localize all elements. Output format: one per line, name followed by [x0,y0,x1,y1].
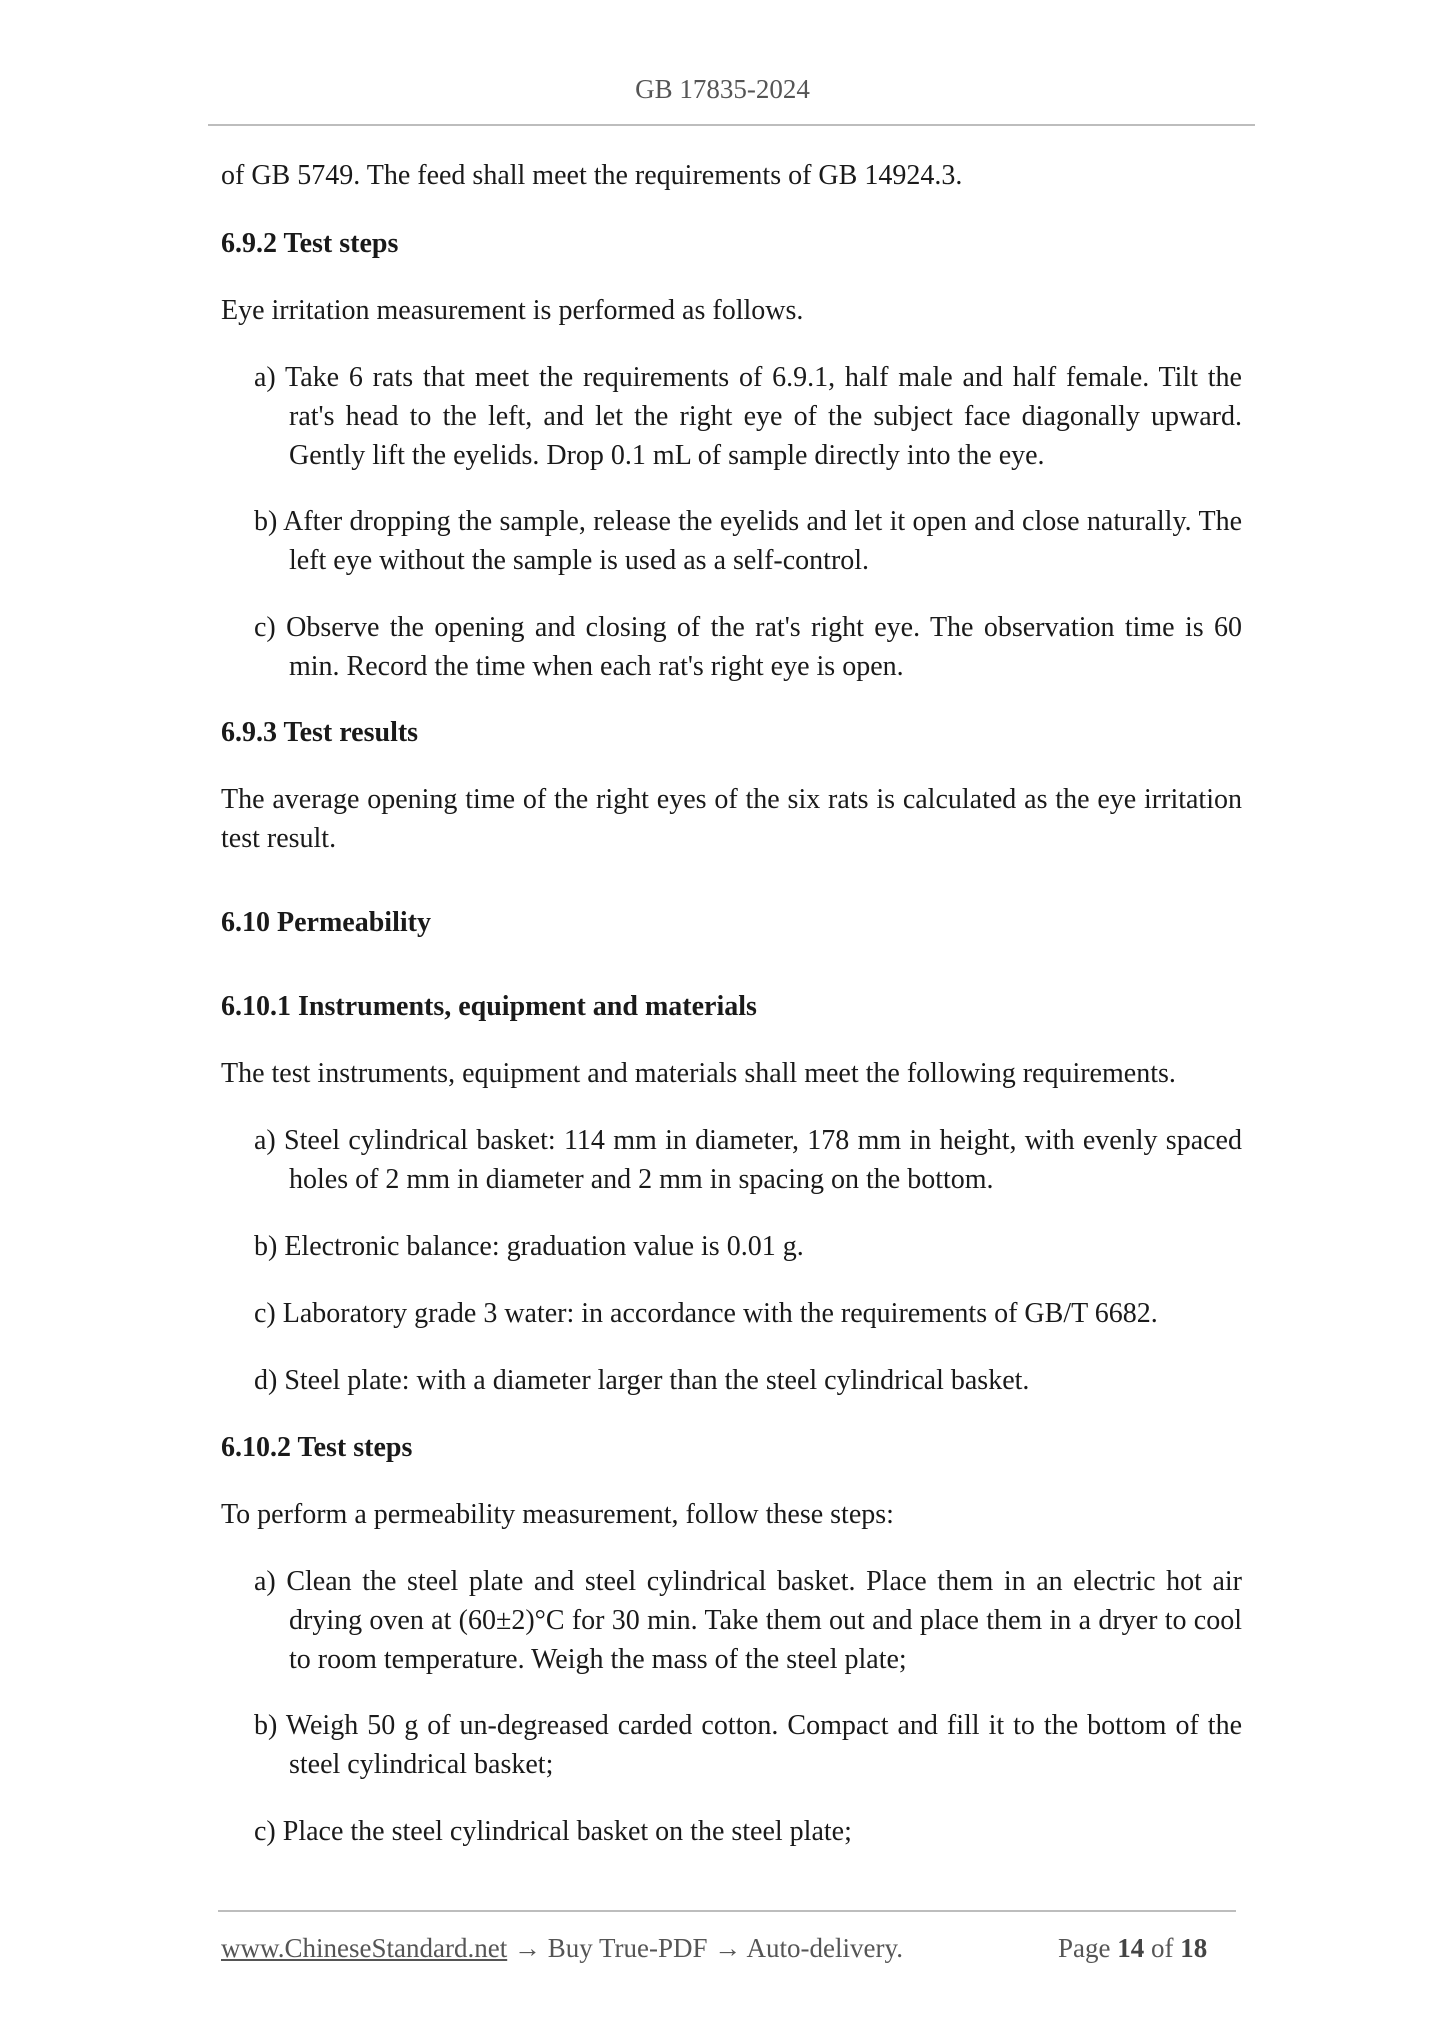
list-item: b) Weigh 50 g of un-degreased carded cotton. Compact and fill it to the bottom of the steel cylindrical basket; [254,1710,1242,1780]
section-text-6-9-3: The average opening time of the right eyes of the six rats is calculated as the eye irritation test result. [221,784,1242,854]
list-item: a) Clean the steel plate and steel cylindrical basket. Place them in an electric hot air drying oven at (60±2)°C for 30 min. Take them out and place them in a dryer to cool to room temperature. Weigh the mass of the steel plate; [254,1566,1242,1675]
website-link[interactable]: www.ChineseStandard.net [221,1933,508,1963]
list-item: a) Steel cylindrical basket: 114 mm in diameter, 178 mm in height, with evenly spaced holes of 2 mm in diameter and 2 mm in spacing on the bottom. [254,1125,1242,1195]
document-code: GB 17835-2024 [635,74,810,104]
section-heading-6-9-3: 6.9.3 Test results [221,717,419,748]
current-page-number: 14 [1117,1933,1145,1963]
section-heading-6-10: 6.10 Permeability [221,907,431,938]
section-intro-6-10-2: To perform a permeability measurement, follow these steps: [221,1499,894,1530]
arrow-right-icon: → [513,1933,541,1963]
auto-delivery-text: Auto-delivery. [746,1933,903,1963]
section-intro-6-10-1: The test instruments, equipment and materials shall meet the following requirements. [221,1058,1176,1089]
list-item: c) Laboratory grade 3 water: in accordance with the requirements of GB/T 6682. [254,1298,1158,1329]
page-indicator [1058,1930,1207,1966]
header-divider [208,124,1255,126]
page-of-label: of [1150,1933,1174,1963]
continuation-paragraph: of GB 5749. The feed shall meet the requirements of GB 14924.3. [221,160,963,191]
total-page-number: 18 [1180,1933,1208,1963]
section-heading-6-9-2: 6.9.2 Test steps [221,228,399,259]
list-item: c) Place the steel cylindrical basket on the steel plate; [254,1816,852,1847]
list-item: d) Steel plate: with a diameter larger than the steel cylindrical basket. [254,1365,1030,1396]
list-item: c) Observe the opening and closing of the rat's right eye. The observation time is 60 min. Record the time when each rat's right eye is open. [254,612,1242,682]
section-intro-6-9-2: Eye irritation measurement is performed as follows. [221,295,804,326]
section-heading-6-10-1: 6.10.1 Instruments, equipment and materials [221,991,757,1022]
buy-pdf-text: Buy True-PDF [547,1933,708,1963]
list-item: b) After dropping the sample, release the eyelids and let it open and close naturally. The left eye without the sample is used as a self-control. [254,506,1242,576]
section-heading-6-10-2: 6.10.2 Test steps [221,1432,413,1463]
page-label: Page [1058,1933,1111,1963]
footer-divider [218,1910,1236,1912]
footer-promo [221,1930,903,1966]
list-item: a) Take 6 rats that meet the requirements of 6.9.1, half male and half female. Tilt the rat's head to the left, and let the right eye of the subject face diagonally upward. Gently lift the eyelids. Drop 0.1 mL of sample directly into the eye. [254,362,1242,471]
list-item: b) Electronic balance: graduation value is 0.01 g. [254,1231,804,1262]
arrow-right-icon: → [714,1933,742,1963]
